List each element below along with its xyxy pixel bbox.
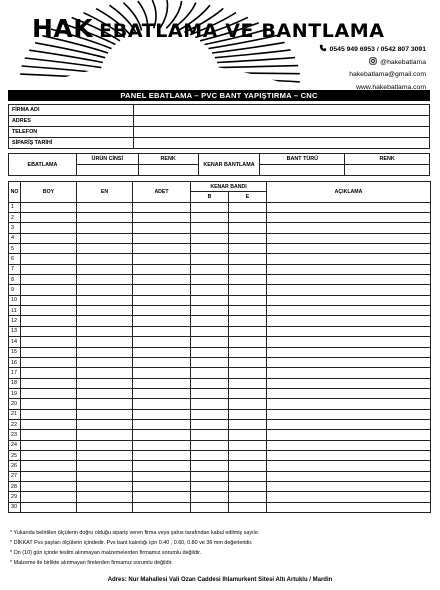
contact-block <box>319 44 426 94</box>
b-cell[interactable] <box>191 471 229 481</box>
adet-cell[interactable] <box>133 430 191 440</box>
footer-address: Adres: Nur Mahallesi Vali Ozan Caddesi Ihlamurkent Sitesi Altı Artuklu / Mardin <box>107 577 333 583</box>
brand-rest: EBATLAMA VE BANTLAMA <box>99 20 385 42</box>
en-cell[interactable] <box>77 461 133 471</box>
table-row <box>9 295 431 305</box>
table-row <box>9 285 431 295</box>
b-cell[interactable] <box>191 481 229 491</box>
adres-field[interactable] <box>134 116 430 127</box>
en-cell[interactable] <box>77 337 133 347</box>
adet-cell[interactable] <box>133 285 191 295</box>
row-number: 13 <box>9 326 21 336</box>
adet-cell[interactable] <box>133 481 191 491</box>
adet-cell[interactable] <box>133 368 191 378</box>
note-1: * Yukarıda belirtilen ölçülerin doğru olduğu sipariş veren firma veya şahıs tarafından kabul edilmiş sayılır. <box>10 530 260 536</box>
e-cell[interactable] <box>229 430 267 440</box>
table-row <box>9 492 431 502</box>
e-cell[interactable] <box>229 409 267 419</box>
row-number: 8 <box>9 275 21 285</box>
aciklama-cell[interactable] <box>267 223 431 233</box>
en-cell[interactable] <box>77 306 133 316</box>
telefon-field[interactable] <box>134 127 430 138</box>
bant-renk-field[interactable] <box>345 165 430 176</box>
siparis-tarihi-label: SİPARİŞ TARİHİ <box>9 138 134 149</box>
en-cell[interactable] <box>77 202 133 212</box>
aciklama-cell[interactable] <box>267 357 431 367</box>
e-cell[interactable] <box>229 233 267 243</box>
note-2: * DİKKAT Pvs payları ölçülerin içindedir. Pvs bant kalınlığı için 0.40 , 0.60, 0.80 ve 36 mm değerleridir. <box>10 540 253 546</box>
adet-cell[interactable] <box>133 223 191 233</box>
urun-cinsi-label: ÜRÜN CİNSİ <box>76 154 138 165</box>
e-cell[interactable] <box>229 440 267 450</box>
row-number: 19 <box>9 388 21 398</box>
e-cell[interactable] <box>229 254 267 264</box>
e-cell[interactable] <box>229 492 267 502</box>
kenar-bantlama-label: KENAR BANTLAMA <box>198 154 260 176</box>
e-cell[interactable] <box>229 399 267 409</box>
e-cell[interactable] <box>229 244 267 254</box>
boy-cell[interactable] <box>21 481 77 491</box>
en-cell[interactable] <box>77 264 133 274</box>
e-cell[interactable] <box>229 295 267 305</box>
table-row <box>9 347 431 357</box>
adet-cell[interactable] <box>133 337 191 347</box>
row-number: 26 <box>9 461 21 471</box>
adet-cell[interactable] <box>133 326 191 336</box>
en-cell[interactable] <box>77 254 133 264</box>
boy-cell[interactable] <box>21 471 77 481</box>
phone-line <box>319 44 426 57</box>
row-number: 16 <box>9 357 21 367</box>
bant-turu-label: BANT TÜRÜ <box>260 154 345 165</box>
order-grid-body <box>9 202 431 512</box>
row-number: 22 <box>9 419 21 429</box>
adet-header: ADET <box>133 182 191 203</box>
table-row <box>9 316 431 326</box>
aciklama-cell[interactable] <box>267 347 431 357</box>
boy-cell[interactable] <box>21 502 77 512</box>
en-cell[interactable] <box>77 388 133 398</box>
table-row <box>9 419 431 429</box>
b-cell[interactable] <box>191 337 229 347</box>
table-row <box>9 502 431 512</box>
b-cell[interactable] <box>191 244 229 254</box>
brand-title <box>32 14 385 43</box>
e-cell[interactable] <box>229 471 267 481</box>
firma-adi-label: FİRMA ADI <box>9 105 134 116</box>
table-row <box>9 264 431 274</box>
row-number: 25 <box>9 450 21 460</box>
boy-cell[interactable] <box>21 244 77 254</box>
email: hakebatlama@gmail.com <box>349 71 426 78</box>
en-cell[interactable] <box>77 450 133 460</box>
adet-cell[interactable] <box>133 316 191 326</box>
en-cell[interactable] <box>77 316 133 326</box>
e-cell[interactable] <box>229 306 267 316</box>
row-number: 9 <box>9 285 21 295</box>
en-cell[interactable] <box>77 440 133 450</box>
renk-label: RENK <box>138 154 198 165</box>
b-cell[interactable] <box>191 295 229 305</box>
b-cell[interactable] <box>191 213 229 223</box>
adet-cell[interactable] <box>133 295 191 305</box>
website: www.hakebatlama.com <box>356 83 426 91</box>
en-cell[interactable] <box>77 244 133 254</box>
order-grid <box>8 181 431 513</box>
boy-cell[interactable] <box>21 285 77 295</box>
row-number: 11 <box>9 306 21 316</box>
b-cell[interactable] <box>191 275 229 285</box>
row-number: 7 <box>9 264 21 274</box>
boy-cell[interactable] <box>21 419 77 429</box>
b-cell[interactable] <box>191 254 229 264</box>
en-cell[interactable] <box>77 492 133 502</box>
boy-cell[interactable] <box>21 223 77 233</box>
en-cell[interactable] <box>77 285 133 295</box>
letterhead <box>0 0 440 90</box>
e-cell[interactable] <box>229 337 267 347</box>
table-row <box>9 461 431 471</box>
bant-renk-label: RENK <box>345 154 430 165</box>
note-3: * On (10) gün içinde teslim alınmayan malzemelerden firmamız sorumlu değildir. <box>10 550 202 556</box>
table-row <box>9 388 431 398</box>
b-cell[interactable] <box>191 326 229 336</box>
e-cell[interactable] <box>229 378 267 388</box>
phone-numbers: 0545 949 6953 / 0542 807 3091 <box>329 46 426 53</box>
boy-cell[interactable] <box>21 450 77 460</box>
boy-cell[interactable] <box>21 264 77 274</box>
b-cell[interactable] <box>191 378 229 388</box>
boy-cell[interactable] <box>21 430 77 440</box>
e-cell[interactable] <box>229 347 267 357</box>
row-number: 30 <box>9 502 21 512</box>
aciklama-cell[interactable] <box>267 213 431 223</box>
boy-cell[interactable] <box>21 213 77 223</box>
en-cell[interactable] <box>77 481 133 491</box>
ebatlama-label: EBATLAMA <box>9 154 77 176</box>
b-cell[interactable] <box>191 399 229 409</box>
row-number: 15 <box>9 347 21 357</box>
table-row <box>9 450 431 460</box>
en-cell[interactable] <box>77 471 133 481</box>
boy-cell[interactable] <box>21 347 77 357</box>
row-number: 18 <box>9 378 21 388</box>
instagram-handle: @hakebatlama <box>380 58 426 66</box>
adet-cell[interactable] <box>133 471 191 481</box>
kenar-bandi-header: KENAR BANDI <box>191 182 267 192</box>
en-cell[interactable] <box>77 295 133 305</box>
boy-cell[interactable] <box>21 326 77 336</box>
table-row <box>9 378 431 388</box>
aciklama-cell[interactable] <box>267 295 431 305</box>
b-cell[interactable] <box>191 347 229 357</box>
boy-cell[interactable] <box>21 316 77 326</box>
table-row <box>9 337 431 347</box>
row-number: 10 <box>9 295 21 305</box>
material-spec-table <box>8 153 430 176</box>
aciklama-cell[interactable] <box>267 244 431 254</box>
b-cell[interactable] <box>191 419 229 429</box>
boy-cell[interactable] <box>21 233 77 243</box>
en-cell[interactable] <box>77 378 133 388</box>
aciklama-header: AÇIKLAMA <box>267 182 431 203</box>
note-4: * Malzeme ile birlikte alınmayan firelerden firmamız sorumlu değildir. <box>10 560 173 566</box>
boy-cell[interactable] <box>21 388 77 398</box>
b-cell[interactable] <box>191 285 229 295</box>
aciklama-cell[interactable] <box>267 316 431 326</box>
e-header: E <box>229 192 267 202</box>
adet-cell[interactable] <box>133 213 191 223</box>
adet-cell[interactable] <box>133 306 191 316</box>
aciklama-cell[interactable] <box>267 254 431 264</box>
aciklama-cell[interactable] <box>267 492 431 502</box>
e-cell[interactable] <box>229 285 267 295</box>
table-row <box>9 244 431 254</box>
e-cell[interactable] <box>229 450 267 460</box>
aciklama-cell[interactable] <box>267 471 431 481</box>
b-cell[interactable] <box>191 202 229 212</box>
e-cell[interactable] <box>229 275 267 285</box>
service-banner: PANEL EBATLAMA – PVC BANT YAPIŞTIRMA – CNC <box>8 90 430 101</box>
boy-cell[interactable] <box>21 337 77 347</box>
b-cell[interactable] <box>191 450 229 460</box>
aciklama-cell[interactable] <box>267 264 431 274</box>
adet-cell[interactable] <box>133 419 191 429</box>
aciklama-cell[interactable] <box>267 481 431 491</box>
row-number: 28 <box>9 481 21 491</box>
adet-cell[interactable] <box>133 378 191 388</box>
row-number: 20 <box>9 399 21 409</box>
e-cell[interactable] <box>229 461 267 471</box>
b-cell[interactable] <box>191 440 229 450</box>
b-cell[interactable] <box>191 502 229 512</box>
aciklama-cell[interactable] <box>267 440 431 450</box>
adres-label: ADRES <box>9 116 134 127</box>
boy-cell[interactable] <box>21 275 77 285</box>
en-cell[interactable] <box>77 430 133 440</box>
phone-icon <box>319 44 327 52</box>
firma-adi-field[interactable] <box>134 105 430 116</box>
b-cell[interactable] <box>191 409 229 419</box>
b-cell[interactable] <box>191 306 229 316</box>
row-number: 1 <box>9 202 21 212</box>
e-cell[interactable] <box>229 213 267 223</box>
aciklama-cell[interactable] <box>267 450 431 460</box>
boy-cell[interactable] <box>21 409 77 419</box>
row-number: 3 <box>9 223 21 233</box>
b-cell[interactable] <box>191 223 229 233</box>
e-cell[interactable] <box>229 502 267 512</box>
adet-cell[interactable] <box>133 244 191 254</box>
table-row <box>9 275 431 285</box>
aciklama-cell[interactable] <box>267 202 431 212</box>
boy-header: BOY <box>21 182 77 203</box>
table-row <box>9 213 431 223</box>
adet-cell[interactable] <box>133 440 191 450</box>
boy-cell[interactable] <box>21 202 77 212</box>
aciklama-cell[interactable] <box>267 378 431 388</box>
e-cell[interactable] <box>229 368 267 378</box>
e-cell[interactable] <box>229 357 267 367</box>
e-cell[interactable] <box>229 202 267 212</box>
table-row <box>9 409 431 419</box>
table-row <box>9 399 431 409</box>
adet-cell[interactable] <box>133 347 191 357</box>
adet-cell[interactable] <box>133 461 191 471</box>
table-row <box>9 326 431 336</box>
en-cell[interactable] <box>77 357 133 367</box>
table-row <box>9 233 431 243</box>
aciklama-cell[interactable] <box>267 337 431 347</box>
boy-cell[interactable] <box>21 295 77 305</box>
no-header: NO <box>9 182 21 203</box>
row-number: 17 <box>9 368 21 378</box>
boy-cell[interactable] <box>21 254 77 264</box>
boy-cell[interactable] <box>21 378 77 388</box>
en-cell[interactable] <box>77 233 133 243</box>
en-cell[interactable] <box>77 368 133 378</box>
row-number: 24 <box>9 440 21 450</box>
table-row <box>9 357 431 367</box>
customer-info-table <box>8 104 430 149</box>
row-number: 6 <box>9 254 21 264</box>
adet-cell[interactable] <box>133 275 191 285</box>
telefon-label: TELEFON <box>9 127 134 138</box>
en-cell[interactable] <box>77 347 133 357</box>
en-cell[interactable] <box>77 419 133 429</box>
adet-cell[interactable] <box>133 357 191 367</box>
notes <box>10 528 259 568</box>
b-cell[interactable] <box>191 264 229 274</box>
table-row <box>9 306 431 316</box>
aciklama-cell[interactable] <box>267 502 431 512</box>
row-number: 12 <box>9 316 21 326</box>
row-number: 14 <box>9 337 21 347</box>
boy-cell[interactable] <box>21 368 77 378</box>
adet-cell[interactable] <box>133 233 191 243</box>
en-cell[interactable] <box>77 399 133 409</box>
en-cell[interactable] <box>77 326 133 336</box>
boy-cell[interactable] <box>21 399 77 409</box>
bant-turu-field[interactable] <box>260 165 345 176</box>
b-cell[interactable] <box>191 430 229 440</box>
table-row <box>9 440 431 450</box>
row-number: 5 <box>9 244 21 254</box>
aciklama-cell[interactable] <box>267 306 431 316</box>
adet-cell[interactable] <box>133 264 191 274</box>
row-number: 4 <box>9 233 21 243</box>
e-cell[interactable] <box>229 481 267 491</box>
table-row <box>9 202 431 212</box>
aciklama-cell[interactable] <box>267 409 431 419</box>
aciklama-cell[interactable] <box>267 388 431 398</box>
b-cell[interactable] <box>191 461 229 471</box>
boy-cell[interactable] <box>21 306 77 316</box>
b-cell[interactable] <box>191 316 229 326</box>
b-cell[interactable] <box>191 368 229 378</box>
en-cell[interactable] <box>77 213 133 223</box>
row-number: 23 <box>9 430 21 440</box>
instagram-icon <box>369 57 377 65</box>
table-row <box>9 254 431 264</box>
aciklama-cell[interactable] <box>267 368 431 378</box>
renk-field[interactable] <box>138 165 198 176</box>
table-row <box>9 481 431 491</box>
table-row <box>9 471 431 481</box>
en-cell[interactable] <box>77 223 133 233</box>
aciklama-cell[interactable] <box>267 233 431 243</box>
row-number: 27 <box>9 471 21 481</box>
siparis-tarihi-field[interactable] <box>134 138 430 149</box>
aciklama-cell[interactable] <box>267 419 431 429</box>
en-cell[interactable] <box>77 502 133 512</box>
boy-cell[interactable] <box>21 440 77 450</box>
instagram-line <box>319 57 426 70</box>
table-row <box>9 430 431 440</box>
aciklama-cell[interactable] <box>267 285 431 295</box>
adet-cell[interactable] <box>133 492 191 502</box>
en-cell[interactable] <box>77 275 133 285</box>
aciklama-cell[interactable] <box>267 461 431 471</box>
table-row <box>9 368 431 378</box>
adet-cell[interactable] <box>133 202 191 212</box>
boy-cell[interactable] <box>21 492 77 502</box>
e-cell[interactable] <box>229 419 267 429</box>
aciklama-cell[interactable] <box>267 399 431 409</box>
aciklama-cell[interactable] <box>267 275 431 285</box>
e-cell[interactable] <box>229 316 267 326</box>
row-number: 21 <box>9 409 21 419</box>
boy-cell[interactable] <box>21 461 77 471</box>
table-row <box>9 223 431 233</box>
e-cell[interactable] <box>229 326 267 336</box>
row-number: 29 <box>9 492 21 502</box>
urun-cinsi-field[interactable] <box>76 165 138 176</box>
e-cell[interactable] <box>229 223 267 233</box>
adet-cell[interactable] <box>133 399 191 409</box>
b-cell[interactable] <box>191 492 229 502</box>
en-cell[interactable] <box>77 409 133 419</box>
adet-cell[interactable] <box>133 254 191 264</box>
boy-cell[interactable] <box>21 357 77 367</box>
aciklama-cell[interactable] <box>267 430 431 440</box>
aciklama-cell[interactable] <box>267 326 431 336</box>
b-cell[interactable] <box>191 357 229 367</box>
brand-main: HAK <box>32 14 94 43</box>
adet-cell[interactable] <box>133 388 191 398</box>
b-cell[interactable] <box>191 233 229 243</box>
en-header: EN <box>77 182 133 203</box>
adet-cell[interactable] <box>133 450 191 460</box>
e-cell[interactable] <box>229 388 267 398</box>
row-number: 2 <box>9 213 21 223</box>
e-cell[interactable] <box>229 264 267 274</box>
adet-cell[interactable] <box>133 502 191 512</box>
b-header: B <box>191 192 229 202</box>
adet-cell[interactable] <box>133 409 191 419</box>
b-cell[interactable] <box>191 388 229 398</box>
